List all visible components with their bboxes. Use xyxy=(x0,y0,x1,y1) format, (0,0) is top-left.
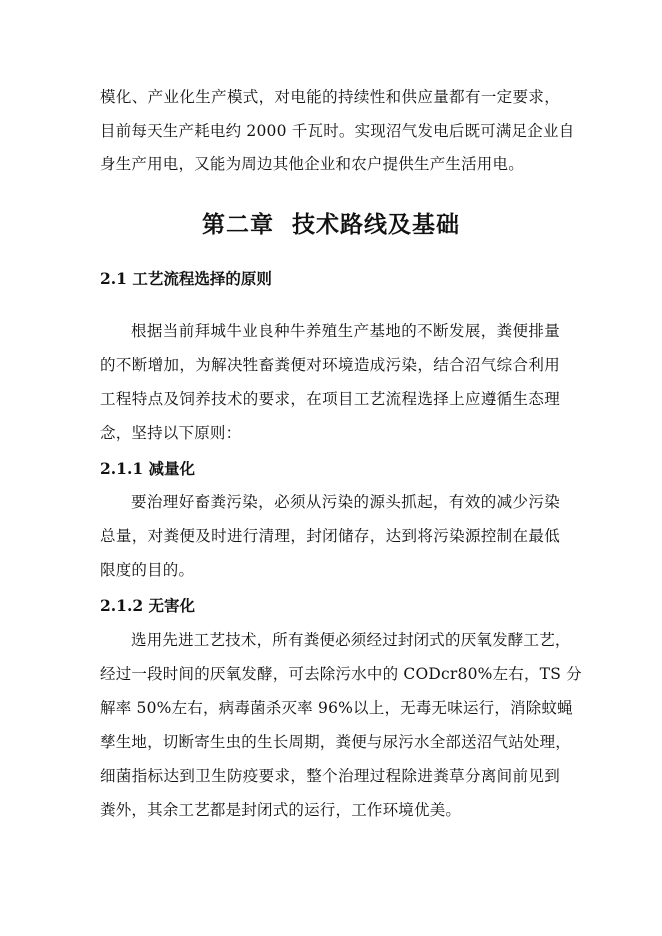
section-heading-2-1-2: 2.1.2 无害化 xyxy=(100,596,196,615)
intro-line: 模化、产业化生产模式，对电能的持续性和供应量都有一定要求， xyxy=(100,88,560,106)
paragraph-line: 要治理好畜粪污染，必须从污染的源头抓起，有效的减少污染 xyxy=(131,493,560,511)
paragraph-line: 细菌指标达到卫生防疫要求，整个治理过程除进粪草分离间前见到 xyxy=(100,767,560,785)
paragraph-line: 经过一段时间的厌氧发酵，可去除污水中的 CODcr80%左右，TS 分 xyxy=(100,665,582,683)
paragraph-line: 念，坚持以下原则： xyxy=(100,424,242,442)
paragraph-line: 的不断增加，为解决牲畜粪便对环境造成污染，结合沼气综合利用 xyxy=(100,356,560,374)
paragraph-line: 根据当前拜城牛业良种牛养殖生产基地的不断发展，粪便排量 xyxy=(131,322,560,340)
paragraph-line: 限度的目的。 xyxy=(100,561,195,579)
intro-line: 目前每天生产耗电约 2000 千瓦时。实现沼气发电后既可满足企业自 xyxy=(100,122,575,140)
paragraph-line: 粪外，其余工艺都是封闭式的运行，工作环境优美。 xyxy=(100,801,462,819)
paragraph-line: 解率 50%左右，病毒菌杀灭率 96%以上，无毒无味运行，消除蚊蝇 xyxy=(100,699,573,717)
section-heading-2-1-1: 2.1.1 减量化 xyxy=(100,459,196,478)
section-heading-2-1: 2.1 工艺流程选择的原则 xyxy=(100,269,272,288)
paragraph-line: 孳生地，切断寄生虫的生长周期，粪便与尿污水全部送沼气站处理， xyxy=(100,733,572,751)
chapter-title: 第二章 技术路线及基础 xyxy=(201,211,460,238)
paragraph-line: 总量，对粪便及时进行清理，封闭储存，达到将污染源控制在最低 xyxy=(100,527,560,545)
paragraph-line: 工程特点及饲养技术的要求，在项目工艺流程选择上应遵循生态理 xyxy=(100,390,560,408)
intro-line: 身生产用电，又能为周边其他企业和农户提供生产生活用电。 xyxy=(100,155,524,173)
paragraph-line: 选用先进工艺技术，所有粪便必须经过封闭式的厌氧发酵工艺， xyxy=(131,631,571,649)
